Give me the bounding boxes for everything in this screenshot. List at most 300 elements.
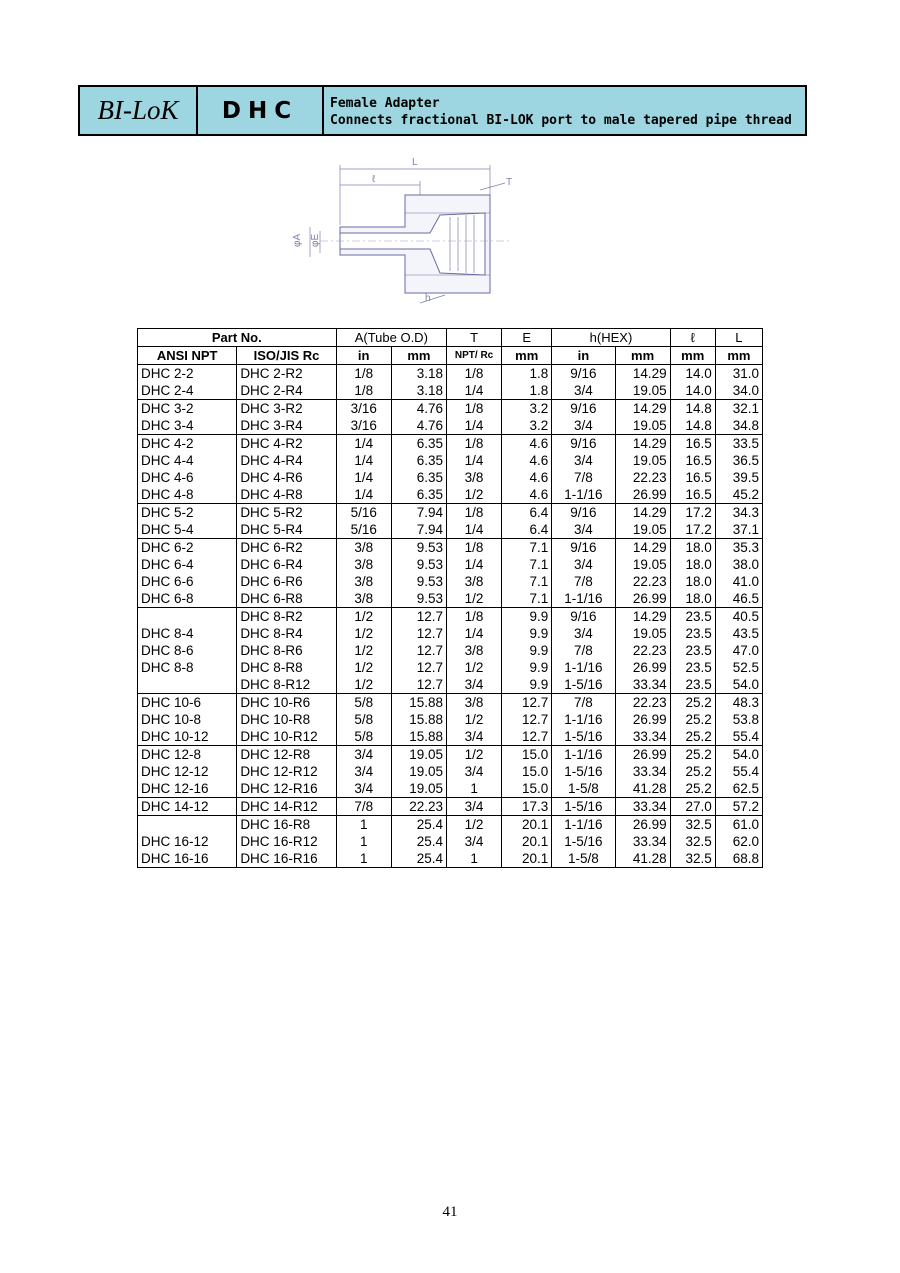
cell-a-mm: 9.53 <box>391 539 446 557</box>
col-header-E: E <box>502 329 552 347</box>
cell-ansi <box>138 676 237 694</box>
cell-a-in: 5/16 <box>336 504 391 522</box>
cell-ansi: DHC 12-12 <box>138 763 237 780</box>
table-row <box>138 746 763 764</box>
table-row <box>138 556 763 573</box>
col-header-L: L <box>715 329 762 347</box>
cell-a-mm: 25.4 <box>391 850 446 868</box>
table-row <box>138 763 763 780</box>
cell-t: 1/4 <box>446 556 501 573</box>
cell-a-in: 3/8 <box>336 539 391 557</box>
cell-l: 18.0 <box>670 573 715 590</box>
cell-h-mm: 14.29 <box>615 400 670 418</box>
cell-a-mm: 9.53 <box>391 573 446 590</box>
table-row <box>138 728 763 746</box>
cell-ansi: DHC 12-16 <box>138 780 237 798</box>
cell-a-in: 1 <box>336 833 391 850</box>
cell-a-in: 1/2 <box>336 608 391 626</box>
cell-h-in: 7/8 <box>552 573 615 590</box>
cell-a-in: 3/4 <box>336 763 391 780</box>
cell-iso: DHC 3-R2 <box>237 400 336 418</box>
cell-L: 48.3 <box>715 694 762 712</box>
table-row <box>138 417 763 435</box>
cell-a-mm: 12.7 <box>391 625 446 642</box>
cell-e: 7.1 <box>502 573 552 590</box>
cell-e: 3.2 <box>502 400 552 418</box>
cell-t: 1/2 <box>446 590 501 608</box>
cell-e: 9.9 <box>502 676 552 694</box>
cell-L: 36.5 <box>715 452 762 469</box>
cell-ansi: DHC 12-8 <box>138 746 237 764</box>
cell-t: 1/2 <box>446 659 501 676</box>
cell-h-mm: 33.34 <box>615 833 670 850</box>
cell-iso: DHC 16-R8 <box>237 816 336 834</box>
cell-iso: DHC 5-R2 <box>237 504 336 522</box>
cell-a-mm: 12.7 <box>391 608 446 626</box>
cell-t: 1/8 <box>446 539 501 557</box>
cell-l: 32.5 <box>670 850 715 868</box>
cell-a-in: 5/8 <box>336 711 391 728</box>
cell-a-in: 3/8 <box>336 590 391 608</box>
table-row <box>138 625 763 642</box>
unit-header-mm: mm <box>615 347 670 365</box>
table-row <box>138 452 763 469</box>
cell-h-mm: 22.23 <box>615 573 670 590</box>
cell-h-mm: 19.05 <box>615 382 670 400</box>
size-group <box>138 608 763 694</box>
unit-header-mm: mm <box>670 347 715 365</box>
cell-ansi: DHC 10-6 <box>138 694 237 712</box>
cell-l: 16.5 <box>670 469 715 486</box>
unit-header-mm: mm <box>715 347 762 365</box>
cell-e: 20.1 <box>502 850 552 868</box>
cell-iso: DHC 16-R16 <box>237 850 336 868</box>
cell-a-in: 1/8 <box>336 365 391 383</box>
col-header-part-no: Part No. <box>138 329 337 347</box>
cell-e: 15.0 <box>502 763 552 780</box>
cell-a-mm: 22.23 <box>391 798 446 816</box>
product-description <box>324 87 805 134</box>
unit-header-in: in <box>552 347 615 365</box>
cell-t: 1/4 <box>446 452 501 469</box>
cell-h-in: 9/16 <box>552 504 615 522</box>
cell-a-in: 1 <box>336 850 391 868</box>
cell-a-mm: 3.18 <box>391 365 446 383</box>
product-title: Female Adapter <box>330 96 440 111</box>
cell-h-mm: 14.29 <box>615 539 670 557</box>
brand-logo: BI-LoK <box>80 87 198 134</box>
cell-h-mm: 33.34 <box>615 676 670 694</box>
cell-e: 4.6 <box>502 469 552 486</box>
cell-iso: DHC 4-R4 <box>237 452 336 469</box>
cell-e: 20.1 <box>502 833 552 850</box>
cell-a-mm: 4.76 <box>391 417 446 435</box>
cell-ansi: DHC 8-6 <box>138 642 237 659</box>
cell-h-mm: 33.34 <box>615 798 670 816</box>
cell-L: 40.5 <box>715 608 762 626</box>
cell-iso: DHC 10-R8 <box>237 711 336 728</box>
cell-h-mm: 26.99 <box>615 711 670 728</box>
cell-e: 12.7 <box>502 711 552 728</box>
cell-h-in: 1-5/16 <box>552 833 615 850</box>
cell-a-mm: 9.53 <box>391 590 446 608</box>
cell-e: 9.9 <box>502 642 552 659</box>
cell-h-in: 1-5/16 <box>552 728 615 746</box>
cell-h-mm: 14.29 <box>615 608 670 626</box>
cell-L: 43.5 <box>715 625 762 642</box>
cell-iso: DHC 16-R12 <box>237 833 336 850</box>
cell-l: 16.5 <box>670 435 715 453</box>
cell-l: 25.2 <box>670 694 715 712</box>
cell-h-in: 1-5/16 <box>552 798 615 816</box>
cell-l: 14.8 <box>670 417 715 435</box>
cell-a-in: 5/8 <box>336 694 391 712</box>
cell-a-in: 7/8 <box>336 798 391 816</box>
cell-t: 3/8 <box>446 573 501 590</box>
cell-h-mm: 19.05 <box>615 556 670 573</box>
cell-h-in: 3/4 <box>552 452 615 469</box>
cell-a-mm: 15.88 <box>391 711 446 728</box>
cell-h-mm: 41.28 <box>615 850 670 868</box>
cell-ansi: DHC 16-12 <box>138 833 237 850</box>
cell-t: 1/4 <box>446 382 501 400</box>
cell-t: 3/8 <box>446 694 501 712</box>
cell-e: 7.1 <box>502 539 552 557</box>
cell-ansi: DHC 5-2 <box>138 504 237 522</box>
cell-t: 1 <box>446 850 501 868</box>
cell-iso: DHC 10-R6 <box>237 694 336 712</box>
cell-a-mm: 15.88 <box>391 728 446 746</box>
cell-h-mm: 19.05 <box>615 417 670 435</box>
product-code: DHC <box>198 87 324 134</box>
cell-h-mm: 33.34 <box>615 728 670 746</box>
cell-iso: DHC 3-R4 <box>237 417 336 435</box>
cell-t: 3/4 <box>446 728 501 746</box>
cell-h-mm: 14.29 <box>615 504 670 522</box>
cell-t: 1/4 <box>446 521 501 539</box>
cell-ansi: DHC 6-4 <box>138 556 237 573</box>
cell-a-in: 1/2 <box>336 625 391 642</box>
table-row <box>138 400 763 418</box>
size-group <box>138 365 763 400</box>
table-row <box>138 798 763 816</box>
cell-a-in: 1/4 <box>336 486 391 504</box>
cell-a-mm: 7.94 <box>391 504 446 522</box>
cell-l: 14.0 <box>670 382 715 400</box>
cell-t: 1/4 <box>446 625 501 642</box>
cell-e: 9.9 <box>502 608 552 626</box>
cell-iso: DHC 6-R4 <box>237 556 336 573</box>
cell-e: 15.0 <box>502 746 552 764</box>
cell-a-mm: 12.7 <box>391 659 446 676</box>
cell-iso: DHC 6-R2 <box>237 539 336 557</box>
cell-e: 1.8 <box>502 365 552 383</box>
cell-e: 20.1 <box>502 816 552 834</box>
cell-iso: DHC 8-R2 <box>237 608 336 626</box>
cell-L: 46.5 <box>715 590 762 608</box>
cell-h-in: 9/16 <box>552 539 615 557</box>
cell-a-in: 1/2 <box>336 659 391 676</box>
cell-h-in: 1-1/16 <box>552 746 615 764</box>
cell-l: 23.5 <box>670 642 715 659</box>
cell-e: 17.3 <box>502 798 552 816</box>
cell-h-mm: 22.23 <box>615 469 670 486</box>
cell-l: 32.5 <box>670 816 715 834</box>
cell-t: 1/8 <box>446 400 501 418</box>
cell-l: 25.2 <box>670 780 715 798</box>
cell-a-mm: 7.94 <box>391 521 446 539</box>
col-header-T: T <box>446 329 501 347</box>
size-group <box>138 798 763 816</box>
size-group <box>138 539 763 608</box>
size-group <box>138 746 763 798</box>
cell-l: 32.5 <box>670 833 715 850</box>
cell-t: 3/8 <box>446 469 501 486</box>
cell-a-in: 1/4 <box>336 452 391 469</box>
cell-h-mm: 19.05 <box>615 625 670 642</box>
cell-l: 18.0 <box>670 539 715 557</box>
cell-ansi: DHC 16-16 <box>138 850 237 868</box>
cell-h-in: 1-5/16 <box>552 763 615 780</box>
cell-iso: DHC 2-R4 <box>237 382 336 400</box>
cell-h-mm: 26.99 <box>615 816 670 834</box>
cell-a-mm: 12.7 <box>391 676 446 694</box>
cell-h-in: 1-1/16 <box>552 659 615 676</box>
cell-h-in: 1-5/8 <box>552 850 615 868</box>
dim-label-A: φA <box>292 233 303 247</box>
fitting-drawing <box>280 155 530 305</box>
cell-iso: DHC 8-R8 <box>237 659 336 676</box>
col-header-hex: h(HEX) <box>552 329 670 347</box>
cell-a-mm: 19.05 <box>391 746 446 764</box>
cell-L: 32.1 <box>715 400 762 418</box>
cell-L: 54.0 <box>715 676 762 694</box>
cell-ansi <box>138 816 237 834</box>
cell-l: 17.2 <box>670 504 715 522</box>
cell-l: 17.2 <box>670 521 715 539</box>
cell-t: 1/8 <box>446 608 501 626</box>
cell-L: 57.2 <box>715 798 762 816</box>
cell-L: 38.0 <box>715 556 762 573</box>
cell-a-in: 1/2 <box>336 642 391 659</box>
cell-h-mm: 19.05 <box>615 521 670 539</box>
cell-h-in: 3/4 <box>552 417 615 435</box>
cell-L: 52.5 <box>715 659 762 676</box>
cell-h-in: 1-1/16 <box>552 486 615 504</box>
cell-iso: DHC 4-R6 <box>237 469 336 486</box>
size-group <box>138 694 763 746</box>
cell-a-in: 5/16 <box>336 521 391 539</box>
unit-header-in: in <box>336 347 391 365</box>
cell-a-mm: 6.35 <box>391 435 446 453</box>
cell-iso: DHC 8-R12 <box>237 676 336 694</box>
cell-a-mm: 19.05 <box>391 780 446 798</box>
cell-a-in: 3/4 <box>336 746 391 764</box>
table-row <box>138 676 763 694</box>
cell-t: 1/2 <box>446 746 501 764</box>
cell-e: 15.0 <box>502 780 552 798</box>
cell-iso: DHC 12-R12 <box>237 763 336 780</box>
cell-h-in: 7/8 <box>552 694 615 712</box>
cell-h-in: 1-5/8 <box>552 780 615 798</box>
cell-h-in: 9/16 <box>552 608 615 626</box>
table-row <box>138 504 763 522</box>
cell-t: 3/4 <box>446 798 501 816</box>
cell-e: 4.6 <box>502 452 552 469</box>
cell-a-mm: 9.53 <box>391 556 446 573</box>
cell-h-in: 1-5/16 <box>552 676 615 694</box>
cell-t: 3/4 <box>446 763 501 780</box>
table-row <box>138 780 763 798</box>
cell-l: 27.0 <box>670 798 715 816</box>
unit-header-npt-rc: NPT/ Rc <box>446 347 501 365</box>
cell-a-mm: 6.35 <box>391 452 446 469</box>
cell-a-in: 3/8 <box>336 556 391 573</box>
cell-ansi: DHC 10-12 <box>138 728 237 746</box>
cell-a-in: 3/16 <box>336 417 391 435</box>
cell-l: 25.2 <box>670 746 715 764</box>
table-row <box>138 486 763 504</box>
cell-t: 1/4 <box>446 417 501 435</box>
cell-a-in: 1/4 <box>336 469 391 486</box>
cell-h-mm: 22.23 <box>615 694 670 712</box>
page-number: 41 <box>442 1204 458 1220</box>
table-row <box>138 539 763 557</box>
cell-t: 3/4 <box>446 676 501 694</box>
cell-e: 12.7 <box>502 694 552 712</box>
cell-e: 4.6 <box>502 486 552 504</box>
cell-L: 68.8 <box>715 850 762 868</box>
cell-h-mm: 33.34 <box>615 763 670 780</box>
cell-iso: DHC 6-R6 <box>237 573 336 590</box>
cell-a-in: 1/8 <box>336 382 391 400</box>
dimension-table <box>137 328 763 868</box>
unit-header-ansi-npt: ANSI NPT <box>138 347 237 365</box>
cell-h-in: 1-1/16 <box>552 816 615 834</box>
cell-ansi: DHC 5-4 <box>138 521 237 539</box>
cell-l: 23.5 <box>670 608 715 626</box>
cell-L: 54.0 <box>715 746 762 764</box>
table-row <box>138 573 763 590</box>
cell-h-in: 7/8 <box>552 469 615 486</box>
cell-L: 55.4 <box>715 728 762 746</box>
cell-h-mm: 22.23 <box>615 642 670 659</box>
cell-e: 1.8 <box>502 382 552 400</box>
cell-l: 16.5 <box>670 452 715 469</box>
cell-ansi: DHC 8-8 <box>138 659 237 676</box>
cell-h-mm: 26.99 <box>615 486 670 504</box>
cell-l: 25.2 <box>670 728 715 746</box>
cell-a-in: 5/8 <box>336 728 391 746</box>
dim-label-l: ℓ <box>372 174 376 185</box>
cell-a-mm: 19.05 <box>391 763 446 780</box>
cell-L: 33.5 <box>715 435 762 453</box>
cell-h-mm: 14.29 <box>615 435 670 453</box>
cell-l: 14.8 <box>670 400 715 418</box>
cell-t: 3/8 <box>446 642 501 659</box>
cell-a-mm: 6.35 <box>391 469 446 486</box>
cell-l: 25.2 <box>670 711 715 728</box>
table-row <box>138 816 763 834</box>
cell-L: 41.0 <box>715 573 762 590</box>
cell-L: 47.0 <box>715 642 762 659</box>
cell-L: 37.1 <box>715 521 762 539</box>
cell-ansi: DHC 6-2 <box>138 539 237 557</box>
cell-l: 23.5 <box>670 676 715 694</box>
col-header-tube-od: A(Tube O.D) <box>336 329 446 347</box>
table-row <box>138 694 763 712</box>
cell-L: 34.0 <box>715 382 762 400</box>
cell-a-mm: 3.18 <box>391 382 446 400</box>
cell-e: 3.2 <box>502 417 552 435</box>
cell-e: 6.4 <box>502 521 552 539</box>
cell-l: 23.5 <box>670 625 715 642</box>
cell-L: 61.0 <box>715 816 762 834</box>
unit-header-row <box>138 347 763 365</box>
product-header <box>78 85 807 136</box>
cell-a-in: 3/16 <box>336 400 391 418</box>
cell-iso: DHC 14-R12 <box>237 798 336 816</box>
cell-h-mm: 19.05 <box>615 452 670 469</box>
cell-L: 34.3 <box>715 504 762 522</box>
size-group <box>138 435 763 504</box>
cell-iso: DHC 4-R2 <box>237 435 336 453</box>
cell-a-mm: 25.4 <box>391 816 446 834</box>
table-row <box>138 659 763 676</box>
cell-a-in: 1 <box>336 816 391 834</box>
cell-ansi: DHC 2-2 <box>138 365 237 383</box>
table-row <box>138 833 763 850</box>
cell-t: 1/8 <box>446 435 501 453</box>
cell-a-mm: 4.76 <box>391 400 446 418</box>
col-header-l: ℓ <box>670 329 715 347</box>
table-row <box>138 642 763 659</box>
table-row <box>138 521 763 539</box>
cell-ansi: DHC 4-8 <box>138 486 237 504</box>
table-row <box>138 590 763 608</box>
cell-h-in: 3/4 <box>552 521 615 539</box>
cell-h-in: 9/16 <box>552 400 615 418</box>
table-row <box>138 850 763 868</box>
cell-ansi: DHC 14-12 <box>138 798 237 816</box>
cell-ansi: DHC 4-4 <box>138 452 237 469</box>
cell-L: 55.4 <box>715 763 762 780</box>
table-row <box>138 365 763 383</box>
cell-L: 34.8 <box>715 417 762 435</box>
cell-e: 9.9 <box>502 659 552 676</box>
cell-h-in: 9/16 <box>552 435 615 453</box>
dim-label-L: L <box>412 157 418 168</box>
cell-ansi: DHC 10-8 <box>138 711 237 728</box>
unit-header-mm: mm <box>391 347 446 365</box>
table-row <box>138 608 763 626</box>
cell-l: 18.0 <box>670 556 715 573</box>
cell-L: 35.3 <box>715 539 762 557</box>
cell-e: 7.1 <box>502 590 552 608</box>
cell-l: 18.0 <box>670 590 715 608</box>
cell-L: 31.0 <box>715 365 762 383</box>
cell-h-in: 1-1/16 <box>552 590 615 608</box>
cell-ansi: DHC 4-6 <box>138 469 237 486</box>
cell-h-in: 9/16 <box>552 365 615 383</box>
cell-a-mm: 25.4 <box>391 833 446 850</box>
cell-h-mm: 41.28 <box>615 780 670 798</box>
cell-h-in: 3/4 <box>552 625 615 642</box>
cell-a-mm: 12.7 <box>391 642 446 659</box>
cell-e: 12.7 <box>502 728 552 746</box>
cell-ansi: DHC 2-4 <box>138 382 237 400</box>
product-subtitle: Connects fractional BI-LOK port to male tapered pipe thread <box>330 113 792 128</box>
